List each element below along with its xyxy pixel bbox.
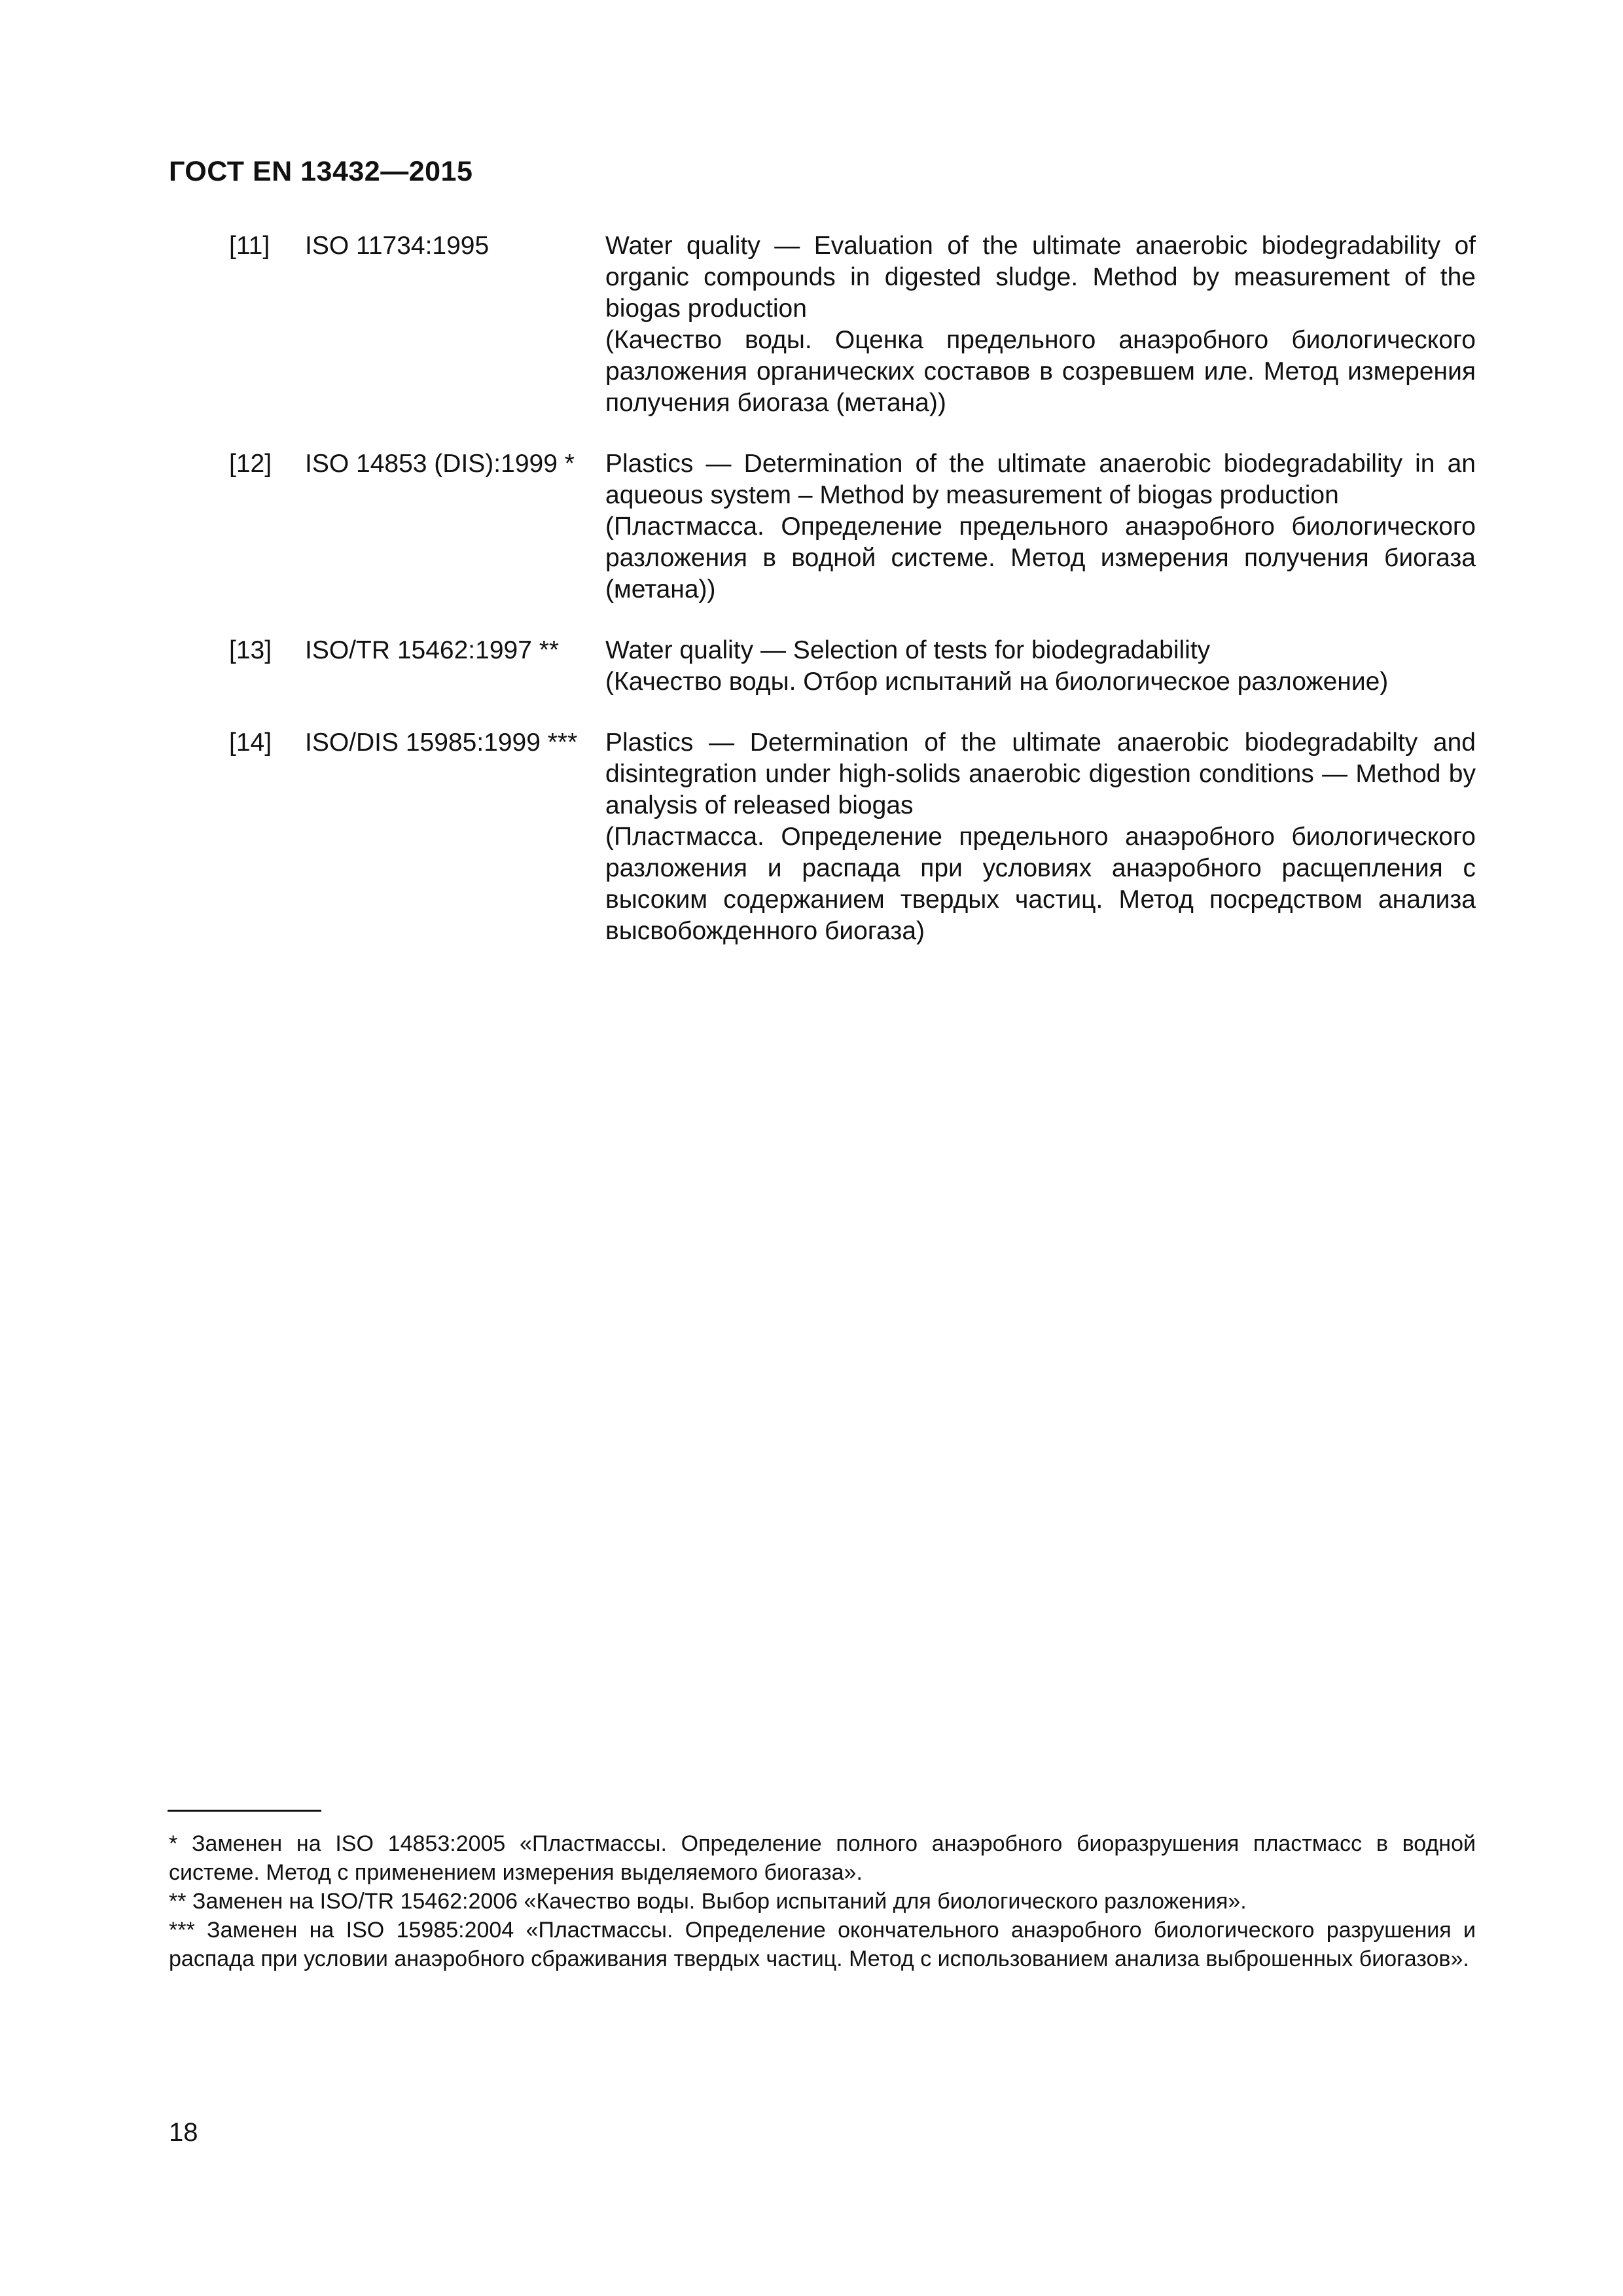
reference-description [605, 635, 1476, 698]
reference-description [605, 230, 1476, 419]
footnote-divider [168, 1810, 321, 1812]
page-title: ГОСТ EN 13432—2015 [169, 156, 473, 187]
reference-item [229, 635, 1476, 698]
reference-number: [13] [229, 636, 272, 664]
reference-description [605, 727, 1476, 947]
footnote: ** Заменен на ISO/TR 15462:2006 «Качество воды. Выбор испытаний для биологического разложения». [169, 1889, 1247, 1914]
reference-title-russian: (Пластмасса. Определение предельного анаэробного биологического разложения и распада при условиях анаэробного расщепления с высоким содержанием твердых частиц. Метод посредством анализа высвобожденного биогаза) [605, 823, 1476, 945]
reference-number: [12] [229, 450, 272, 478]
footnotes [169, 1829, 1476, 1973]
reference-item [229, 230, 1476, 419]
reference-title-russian: (Качество воды. Отбор испытаний на биологическое разложение) [605, 668, 1389, 696]
reference-title-english: Water quality — Evaluation of the ultimate anaerobic biodegradability of organic compounds in digested sludge. Method by measurement of the biogas production [605, 232, 1476, 323]
reference-number: [11] [229, 232, 270, 260]
footnote: *** Заменен на ISO 15985:2004 «Пластмассы. Определение окончательного анаэробного биологического разрушения и распада при условии анаэробного сбраживания твердых частиц. Метод с использованием анализа выброшенных биогазов». [169, 1918, 1476, 1971]
reference-list [229, 230, 1476, 947]
reference-item [229, 727, 1476, 947]
reference-code: ISO 11734:1995 [305, 232, 490, 260]
reference-code: ISO/DIS 15985:1999 *** [305, 728, 578, 757]
reference-code: ISO 14853 (DIS):1999 * [305, 450, 575, 478]
reference-title-english: Water quality — Selection of tests for biodegradability [605, 636, 1211, 664]
reference-code: ISO/TR 15462:1997 ** [305, 636, 560, 664]
footnote: * Заменен на ISO 14853:2005 «Пластмассы. Определение полного анаэробного биоразрушения пластмасс в водной системе. Метод с применением измерения выделяемого биогаза». [169, 1831, 1476, 1885]
reference-title-russian: (Пластмасса. Определение предельного анаэробного биологического разложения в водной системе. Метод измерения получения биогаза (метана)) [605, 512, 1476, 603]
reference-item [229, 448, 1476, 605]
page-number: 18 [169, 2118, 198, 2147]
reference-title-russian: (Качество воды. Оценка предельного анаэробного биологического разложения органических составов в созревшем иле. Метод измерения получения биогаза (метана)) [605, 326, 1476, 417]
reference-title-english: Plastics — Determination of the ultimate anaerobic biodegradabilty and disintegration under high-solids anaerobic digestion conditions — Method by analysis of released biogas [605, 728, 1476, 819]
reference-number: [14] [229, 728, 272, 757]
reference-description [605, 448, 1476, 605]
reference-title-english: Plastics — Determination of the ultimate anaerobic biodegradability in an aqueous system – Method by measurement of biogas production [605, 450, 1476, 509]
